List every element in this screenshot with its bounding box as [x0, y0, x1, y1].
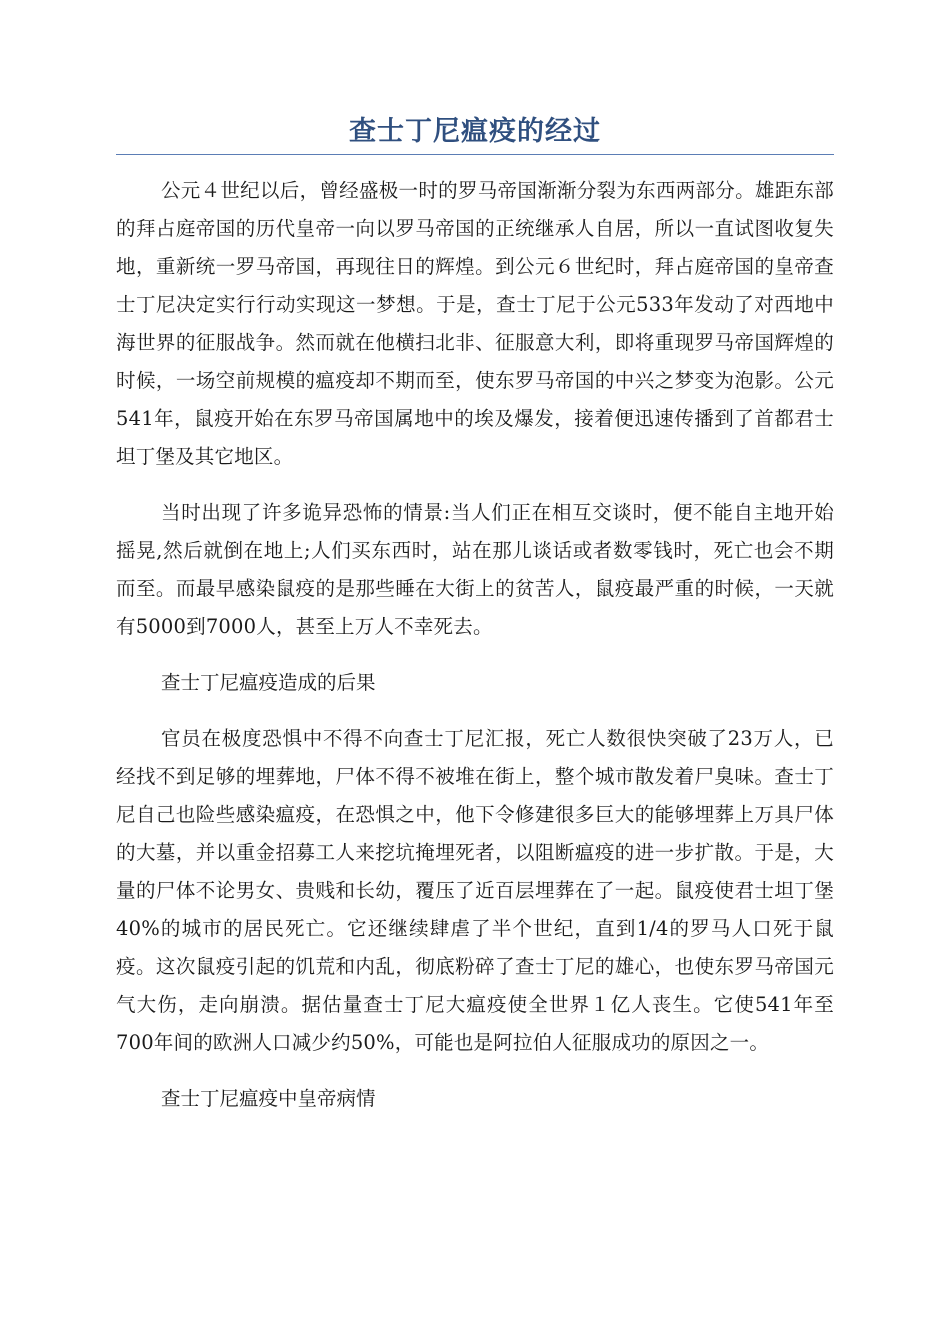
paragraph-3: 官员在极度恐惧中不得不向查士丁尼汇报，死亡人数很快突破了23万人，已经找不到足够的埋葬地，尸体不得不被堆在街上，整个城市散发着尸臭味。查士丁尼自己也险些感染瘟疫，在恐惧之中，他下令修建很多巨大的能够埋葬上万具尸体的大墓，并以重金招募工人来挖坑掩埋死者，以阻断瘟疫的进一步扩散。于是，大量的尸体不论男女、贵贱和长幼，覆压了近百层埋葬在了一起。鼠疫使君士坦丁堡40%的城市的居民死亡。它还继续肆虐了半个世纪，直到1/4的罗马人口死于鼠疫。这次鼠疫引起的饥荒和内乱，彻底粉碎了查士丁尼的雄心，也使东罗马帝国元气大伤，走向崩溃。据估量查士丁尼大瘟疫使全世界１亿人丧生。它使541年至700年间的欧洲人口减少约50%，可能也是阿拉伯人征服成功的原因之一。: [116, 727, 834, 1054]
document-body: [116, 172, 834, 1136]
title-underline: [116, 154, 834, 155]
paragraph-2: 当时出现了许多诡异恐怖的情景:当人们正在相互交谈时，便不能自主地开始摇晃,然后就倒在地上;人们买东西时，站在那儿谈话或者数零钱时，死亡也会不期而至。而最早感染鼠疫的是那些睡在大街上的贫苦人，鼠疫最严重的时候，一天就有5000到7000人，甚至上万人不幸死去。: [116, 501, 834, 638]
paragraph-1: 公元４世纪以后，曾经盛极一时的罗马帝国渐渐分裂为东西两部分。雄距东部的拜占庭帝国的历代皇帝一向以罗马帝国的正统继承人自居，所以一直试图收复失地，重新统一罗马帝国，再现往日的辉煌。到公元６世纪时，拜占庭帝国的皇帝查士丁尼决定实行行动实现这一梦想。于是，查士丁尼于公元533年发动了对西地中海世界的征服战争。然而就在他横扫北非、征服意大利，即将重现罗马帝国辉煌的时候，一场空前规模的瘟疫却不期而至，使东罗马帝国的中兴之梦变为泡影。公元541年，鼠疫开始在东罗马帝国属地中的埃及爆发，接着便迅速传播到了首都君士坦丁堡及其它地区。: [116, 179, 834, 468]
subheading-consequences: 查士丁尼瘟疫造成的后果: [161, 671, 376, 694]
subheading-emperor-illness: 查士丁尼瘟疫中皇帝病情: [161, 1087, 376, 1110]
document-title: 查士丁尼瘟疫的经过: [349, 116, 601, 147]
